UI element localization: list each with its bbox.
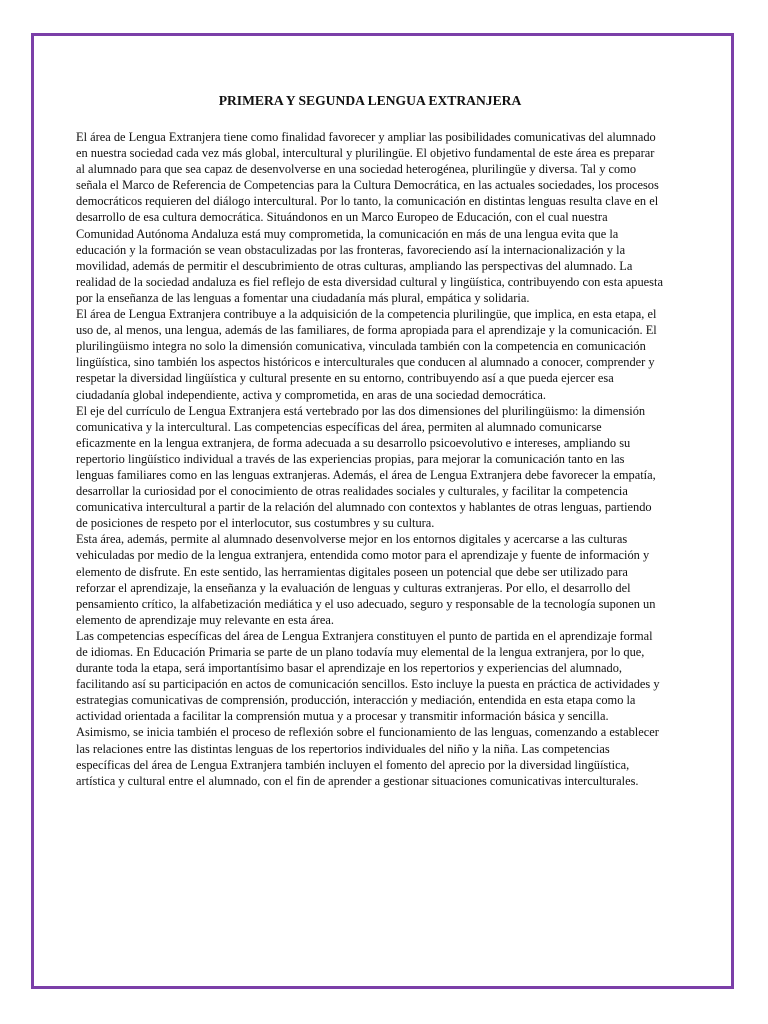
paragraph-finalidad: El área de Lengua Extranjera tiene como finalidad favorecer y ampliar las posibilidades comunicativas del alumnado en nuestra sociedad cada vez más global, intercultural y plurilingüe. El objetivo fundamental de este área es preparar al alumnado para que sea capaz de desenvolverse en una sociedad heterogénea, plurilingüe y diversa. Tal y como señala el Marco de Referencia de Competencias para la Cultura Democrática, en las actuales sociedades, los procesos democráticos requieren del diálogo intercultural. Por lo tanto, la comunicación en distintas lenguas resulta clave en el desarrollo de esa cultura democrática. Situándonos en un Marco Europeo de Educación, con el cual nuestra Comunidad Autónoma Andaluza está muy comprometida, la comunicación en más de una lengua evita que la educación y la formación se vean obstaculizadas por las fronteras, favoreciendo así la internacionalización y la movilidad, además de permitir el descubrimiento de otras culturas, ampliando las perspectivas del alumnado. La realidad de la sociedad andaluza es fiel reflejo de esta diversidad cultural y lingüística, contribuyendo con esta apuesta por la enseñanza de las lenguas a fomentar una ciudadanía más plural, empática y solidaria. [76,130,663,305]
paragraph-competencias-especificas: Las competencias específicas del área de Lengua Extranjera constituyen el punto de partida en el aprendizaje formal de idiomas. En Educación Primaria se parte de un plano todavía muy elemental de la lengua extranjera, por lo que, durante toda la etapa, será importantísimo basar el aprendizaje en los repertorios y experiencias del alumnado, facilitando así su participación en actos de comunicación sencillos. Esto incluye la puesta en práctica de actividades y estrategias comunicativas de comprensión, producción, interacción y mediación, entendida en esta etapa como la actividad orientada a facilitar la comprensión mutua y a procesar y transmitir información básica y sencilla. Asimismo, se inicia también el proceso de reflexión sobre el funcionamiento de las lenguas, comenzando a establecer las relaciones entre las distintas lenguas de los repertorios individuales del niño y la niña. Las competencias específicas del área de Lengua Extranjera también incluyen el fomento del aprecio por la diversidad lingüística, artística y cultural entre el alumnado, con el fin de aprender a gestionar situaciones comunicativas interculturales. [76,628,660,788]
document-body [76,91,664,789]
paragraph-entornos-digitales: Esta área, además, permite al alumnado desenvolverse mejor en los entornos digitales y acercarse a las culturas vehiculadas por medio de la lengua extranjera, entendida como motor para el aprendizaje y fuente de información y elemento de disfrute. En este sentido, las herramientas digitales poseen un potencial que debe ser utilizado para reforzar el aprendizaje, la enseñanza y la evaluación de lenguas y culturas extranjeras. Por ello, el desarrollo del pensamiento crítico, la alfabetización mediática y el uso adecuado, seguro y responsable de la tecnología suponen un elemento de aprendizaje muy relevante en esta área. [76,532,656,627]
document-title: PRIMERA Y SEGUNDA LENGUA EXTRANJERA [218,93,522,108]
paragraph-eje-curriculo: El eje del currículo de Lengua Extranjera está vertebrado por las dos dimensiones del plurilingüismo: la dimensión comunicativa y la intercultural. Las competencias específicas del área, permiten al alumnado comunicarse eficazmente en la lengua extranjera, de forma adecuada a su desarrollo psicoevolutivo e intereses, ampliando su repertorio lingüístico individual a través de las experiencias propias, para mejorar la comunicación tanto en las lenguas familiares como en las lenguas extranjeras. Además, el área de Lengua Extranjera debe favorecer la empatía, desarrollar la curiosidad por el conocimiento de otras realidades sociales y culturales, y facilitar la competencia comunicativa intercultural a partir de la relación del alumnado con contextos y hablantes de otras lenguas, partiendo de posiciones de respeto por el interlocutor, sus costumbres y su cultura. [76,403,656,531]
paragraph-competencia-plurilingue: El área de Lengua Extranjera contribuye a la adquisición de la competencia plurilingüe, que implica, en esta etapa, el uso de, al menos, una lengua, además de las familiares, de forma apropiada para el aprendizaje y la comunicación. El plurilingüismo integra no solo la dimensión comunicativa, vinculada también con la competencia en comunicación lingüística, sino también los aspectos históricos e interculturales que conducen al alumnado a conocer, comprender y respetar la diversidad lingüística y cultural presente en su entorno, contribuyendo así a que pueda ejercer esa ciudadanía global independiente, activa y comprometida, en aras de una sociedad democrática. [76,307,657,402]
